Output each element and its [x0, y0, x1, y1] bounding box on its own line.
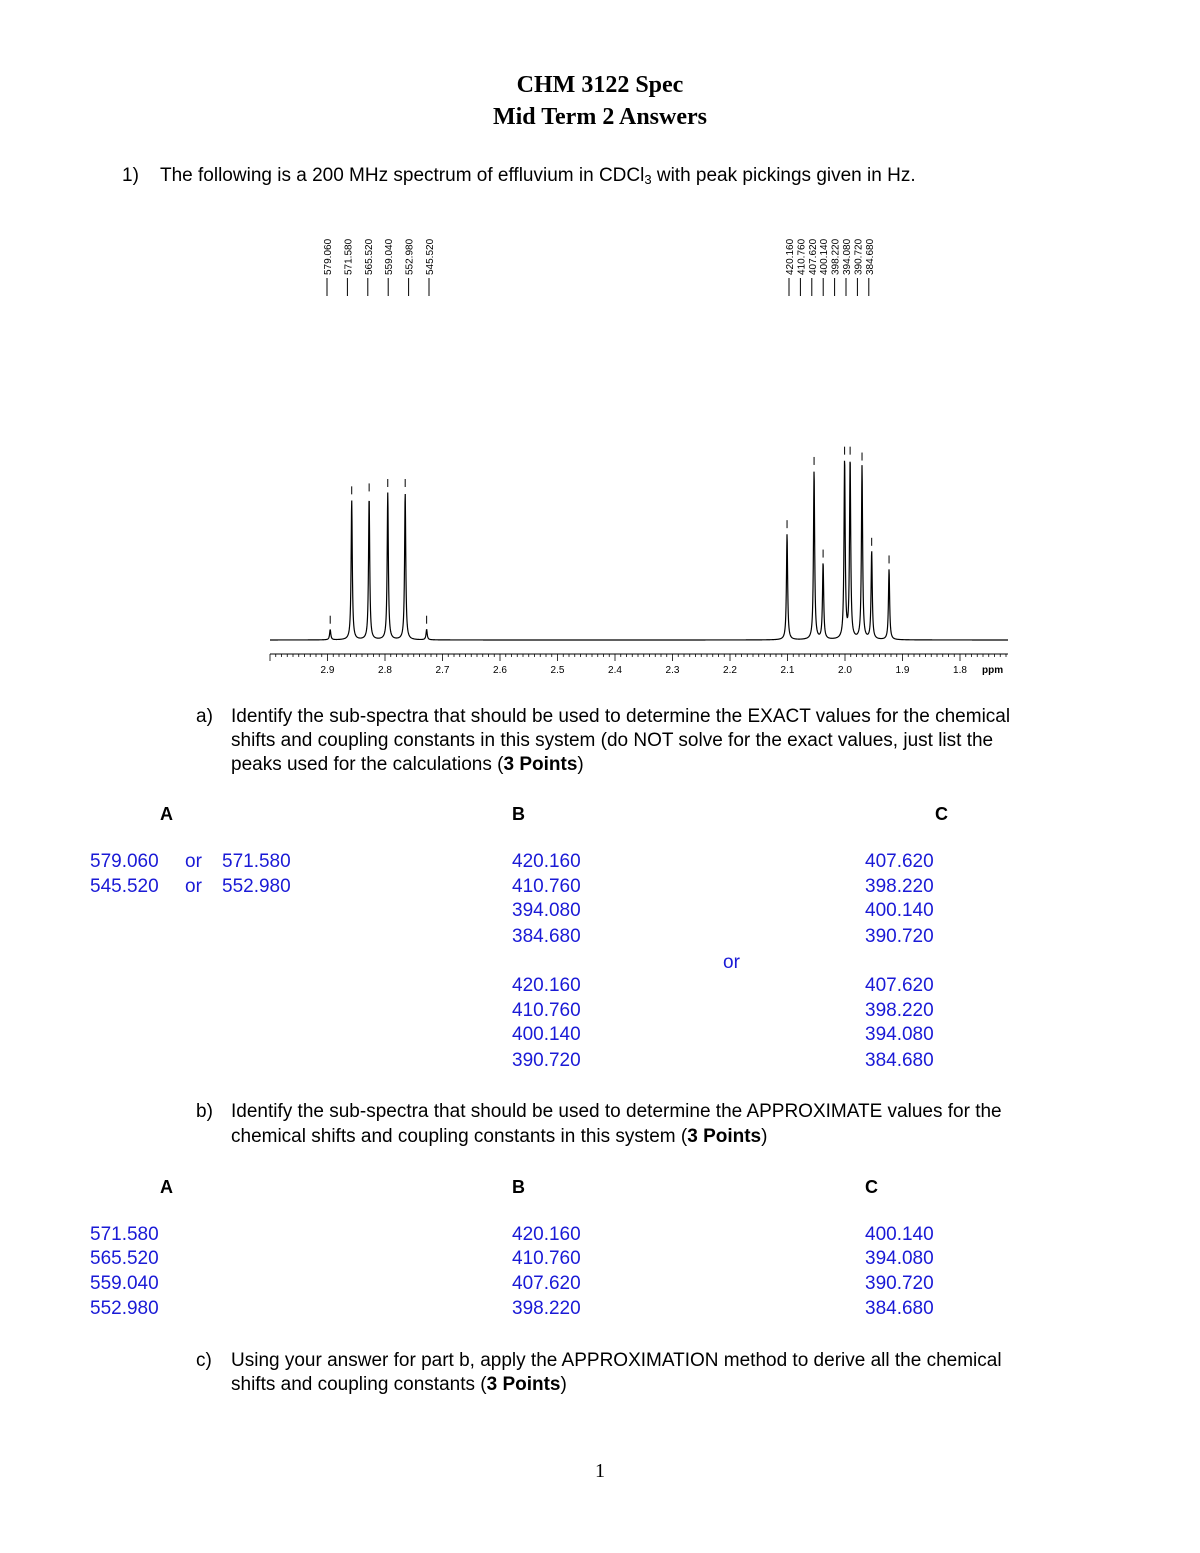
part-a-A-value: 579.060	[90, 851, 159, 872]
axis-ticks	[270, 654, 1006, 676]
part-a-B-value: 384.680	[512, 926, 581, 947]
part-b-A-value: 559.040	[90, 1273, 159, 1294]
part-a-line2: shifts and coupling constants in this system (do NOT solve for the exact values, just list the	[231, 730, 994, 751]
page-title: CHM 3122 Spec	[516, 72, 684, 98]
part-a-B-value: 410.760	[512, 876, 581, 897]
question-number: 1)	[122, 165, 139, 186]
axis-tick-label: 2.6	[493, 665, 507, 676]
axis-tick-label: 2.7	[435, 665, 450, 676]
part-c-label: c)	[196, 1350, 212, 1371]
part-a-line1: Identify the sub-spectra that should be used to determine the EXACT values for the chemical	[231, 706, 1011, 727]
part-b-A-value: 565.520	[90, 1248, 159, 1269]
part-a-header-c: C	[935, 804, 948, 824]
part-b-B-value: 398.220	[512, 1298, 581, 1319]
part-b-line1: Identify the sub-spectra that should be used to determine the APPROXIMATE values for the	[231, 1101, 1002, 1122]
peak-label: 390.720	[853, 238, 865, 275]
axis-tick-label: 2.4	[608, 665, 622, 676]
axis-tick-label: 1.8	[953, 665, 967, 676]
axis-tick-label: 2.1	[780, 665, 795, 676]
axis-tick-label: 2.5	[550, 665, 565, 676]
part-a-C-value: 407.620	[865, 975, 934, 996]
page-number: 1	[595, 1460, 605, 1482]
part-b-line2: chemical shifts and coupling constants in this system (3 Points)	[231, 1126, 768, 1147]
axis-tick-label: 1.9	[895, 665, 910, 676]
page-subtitle: Mid Term 2 Answers	[492, 104, 707, 130]
part-a-C-value: 398.220	[865, 876, 934, 897]
peak-label: 384.680	[864, 238, 876, 275]
part-a-C-value: 407.620	[865, 851, 934, 872]
part-a-C-value: 394.080	[865, 1024, 934, 1045]
part-a-B-value: 420.160	[512, 975, 581, 996]
part-b-A-value: 552.980	[90, 1298, 159, 1319]
part-c-line1: Using your answer for part b, apply the APPROXIMATION method to derive all the chemical	[231, 1350, 1002, 1371]
part-a-B-value: 394.080	[512, 900, 581, 921]
part-b-C-value: 390.720	[865, 1273, 934, 1294]
peak-label: 394.080	[842, 238, 853, 275]
axis-tick-label: 2.0	[838, 665, 852, 676]
part-a-header-b: B	[512, 804, 525, 824]
part-b-C-value: 400.140	[865, 1224, 934, 1245]
peak-label: 552.980	[404, 238, 416, 275]
part-a-C-value: 400.140	[865, 900, 934, 921]
peak-label: 565.520	[363, 238, 375, 275]
subscript: 3	[644, 172, 652, 187]
axis-tick-label: 2.2	[723, 665, 737, 676]
part-a-A-value: 571.580	[222, 851, 291, 872]
part-a-B-value: 410.760	[512, 1000, 581, 1021]
part-c-line2: shifts and coupling constants (3 Points)	[231, 1374, 567, 1395]
axis-tick-label: 2.9	[320, 665, 335, 676]
part-a-C-value: 398.220	[865, 1000, 934, 1021]
spectrum-trace	[270, 461, 1008, 640]
part-b-B-value: 420.160	[512, 1224, 581, 1245]
part-b-C-value: 384.680	[865, 1298, 934, 1319]
axis-tick-label: 2.3	[665, 665, 680, 676]
part-b-B-value: 410.760	[512, 1248, 581, 1269]
part-a-A-value: 552.980	[222, 876, 291, 897]
part-a-C-value: 390.720	[865, 926, 934, 947]
part-b-header-b: B	[512, 1177, 525, 1197]
part-a-B-value: 420.160	[512, 851, 581, 872]
part-b-A-value: 571.580	[90, 1224, 159, 1245]
part-a-A-or: or	[185, 876, 202, 897]
peak-label: 400.140	[819, 238, 831, 275]
peak-labels	[323, 238, 876, 296]
part-a-B-value: 390.720	[512, 1050, 581, 1071]
peak-label: 571.580	[343, 238, 355, 275]
peak-label: 420.160	[785, 238, 796, 275]
part-a-C-value: 384.680	[865, 1050, 934, 1071]
part-b-header-a: A	[160, 1177, 173, 1197]
peak-label: 579.060	[323, 238, 334, 275]
nmr-spectrum	[0, 0, 1200, 690]
x-axis-label: ppm	[982, 665, 1004, 676]
peak-marks	[330, 447, 889, 624]
part-b-header-c: C	[865, 1177, 878, 1197]
axis-tick-label: 2.8	[378, 665, 392, 676]
peak-label: 410.760	[796, 238, 808, 275]
part-b-label: b)	[196, 1101, 213, 1122]
part-b-B-value: 407.620	[512, 1273, 581, 1294]
part-a-label: a)	[196, 706, 213, 727]
part-a-or-separator: or	[723, 952, 740, 973]
peak-label: 407.620	[807, 238, 819, 275]
part-a-B-value: 400.140	[512, 1024, 581, 1045]
peak-label: 559.040	[384, 238, 396, 275]
part-a-header-a: A	[160, 804, 173, 824]
part-a-A-or: or	[185, 851, 202, 872]
question-text: The following is a 200 MHz spectrum of effluvium in CDCl3 with peak pickings given in Hz.	[160, 165, 916, 187]
peak-label: 398.220	[830, 238, 842, 275]
part-a-A-value: 545.520	[90, 876, 159, 897]
part-b-C-value: 394.080	[865, 1248, 934, 1269]
part-a-line3: peaks used for the calculations (3 Points)	[231, 754, 584, 775]
peak-label: 545.520	[425, 238, 436, 275]
